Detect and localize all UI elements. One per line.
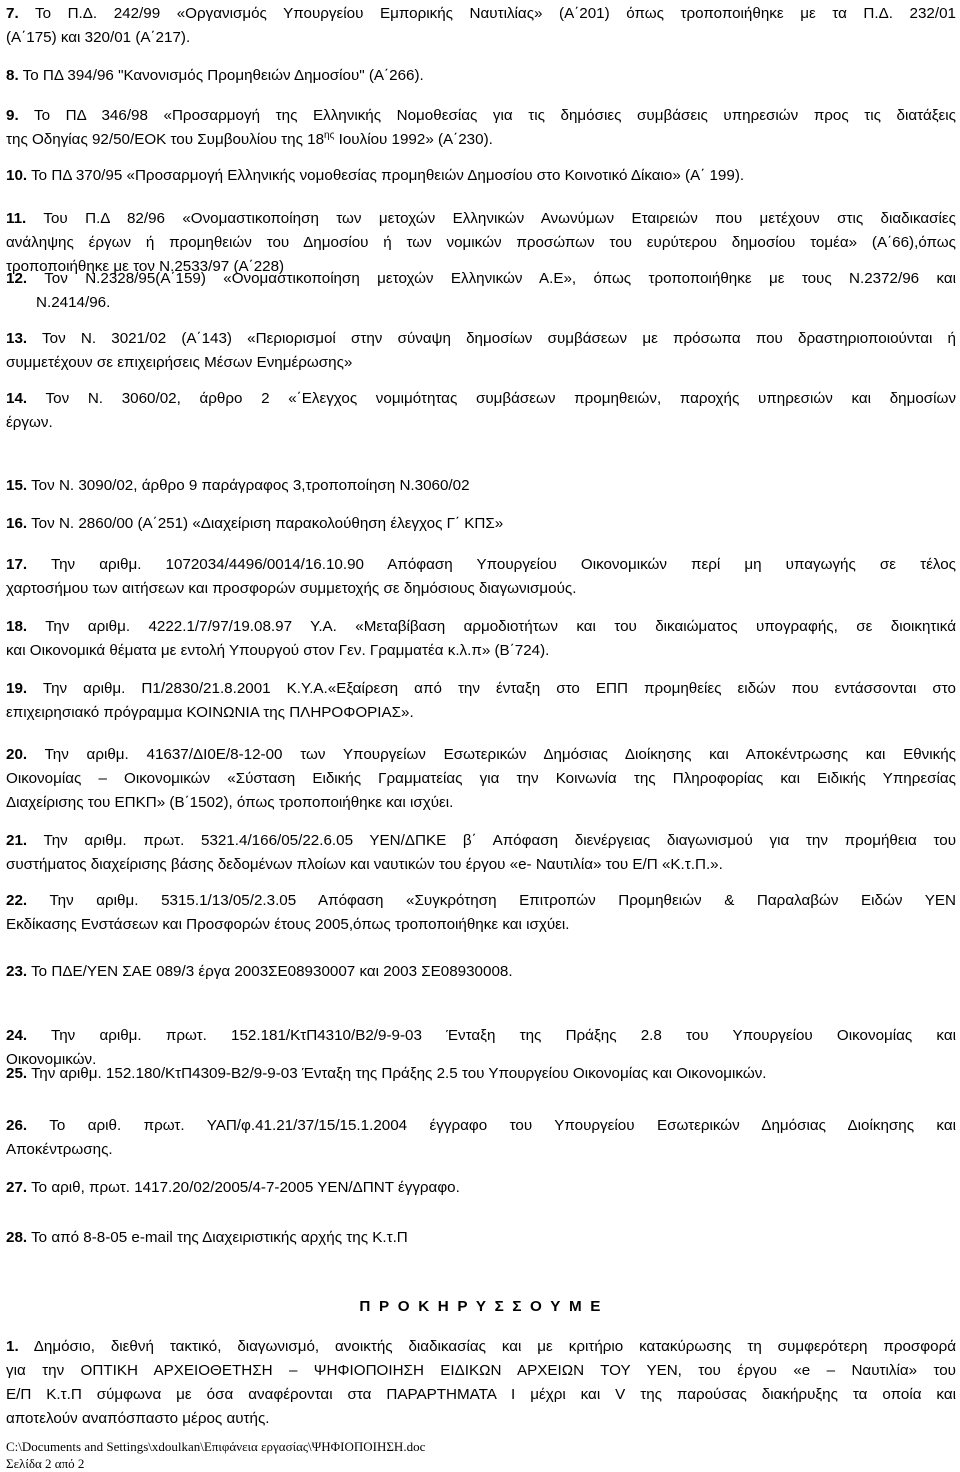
item-number: 27. bbox=[6, 1179, 28, 1196]
item-number: 15. bbox=[6, 477, 28, 494]
item-line bbox=[6, 553, 956, 577]
paragraph-line bbox=[6, 1407, 956, 1431]
item-text: Τον Ν. 3060/02, άρθρο 2 «΄Ελεγχος νομιμότητας συμβάσεων προμηθειών, παροχής υπηρεσιών και δημοσίων bbox=[45, 390, 956, 407]
paragraph-text: Δημόσιο, διεθνή τακτικό, διαγωνισμό, ανοικτής διαδικασίας και με κριτήριο κατακύρωσης τη συμφερότερη προσφορά bbox=[33, 1338, 956, 1355]
item-line bbox=[6, 1114, 956, 1138]
item-line bbox=[6, 1024, 956, 1048]
item-text: Ιουλίου 1992» (Α΄230). bbox=[334, 131, 493, 148]
item-line bbox=[6, 104, 956, 128]
item-text: συστήματος διαχείρισης βάσης δεδομένων πλοίων και ναυτικών του έργου «e- Ναυτιλία» του Ε/Π «Κ.τ.Π.». bbox=[6, 856, 723, 873]
list-item bbox=[6, 553, 956, 601]
item-text: Τον Ν.2328/95(Α΄159) «Ονομαστικοποίηση μετοχών Ελληνικών Α.Ε», όπως τροποποιήθηκε με τους Ν.2372/96 και bbox=[44, 270, 957, 287]
list-item bbox=[6, 64, 956, 88]
item-number: 13. bbox=[6, 330, 28, 347]
item-line bbox=[6, 829, 956, 853]
section-heading: Π Ρ Ο Κ Η Ρ Υ Σ Σ Ο Υ Μ Ε bbox=[359, 1298, 603, 1315]
item-number: 8. bbox=[6, 67, 19, 84]
item-text: Την αριθμ. 1072034/4496/0014/16.10.90 Απόφαση Υπουργείου Οικονομικών περί μη υπαγωγής σε τέλος bbox=[50, 556, 957, 573]
item-text: Το ΠΔΕ/ΥΕΝ ΣΑΕ 089/3 έργα 2003ΣΕ08930007 και 2003 ΣΕ08930008. bbox=[31, 963, 513, 980]
item-line bbox=[6, 1226, 956, 1250]
paragraph-line bbox=[6, 1335, 956, 1359]
item-text: Τον Ν. 3090/02, άρθρο 9 παράγραφος 3,τροποποίηση Ν.3060/02 bbox=[31, 477, 470, 494]
item-text: Το Π.Δ. 242/99 «Οργανισμός Υπουργείου Εμπορικής Ναυτιλίας» (Α΄201) όπως τροποποιήθηκε με τα Π.Δ. 232/01 bbox=[34, 5, 956, 22]
item-line bbox=[6, 231, 956, 255]
footer-path: C:\Documents and Settings\xdoulkan\Επιφάνεια εργασίας\ΨΗΦΙΟΠΟΙΗΣΗ.doc bbox=[6, 1439, 426, 1454]
item-text: Την αριθμ. 41637/ΔΙ0Ε/8-12-00 των Υπουργείων Εσωτερικών Δημόσιας Διοίκησης και Αποκέντρωσης και Εθνικής bbox=[44, 746, 957, 763]
item-text: (Α΄175) και 320/01 (Α΄217). bbox=[6, 29, 191, 46]
item-number: 9. bbox=[6, 107, 19, 124]
list-item bbox=[6, 512, 956, 536]
paragraph-number: 1. bbox=[6, 1338, 19, 1355]
item-line bbox=[6, 387, 956, 411]
item-line bbox=[6, 677, 956, 701]
item-text: Οικονομικών. bbox=[6, 1051, 97, 1068]
item-text: Ν.2414/96. bbox=[36, 294, 111, 311]
item-line bbox=[6, 913, 956, 937]
item-text: Οικονομίας – Οικονομικών «Σύσταση Ειδικής Γραμματείας για την Κοινωνία της Πληροφορίας και Ειδικής Υπηρεσίας bbox=[6, 770, 956, 787]
paragraph-line bbox=[6, 1359, 956, 1383]
item-line bbox=[6, 889, 956, 913]
item-text: Την αριθμ. Π1/2830/21.8.2001 Κ.Υ.Α.«Εξαίρεση από την ένταξη στο ΕΠΠ προμηθείες ειδών που εντάσσονται στο bbox=[42, 680, 956, 697]
item-text: Το αριθ, πρωτ. 1417.20/02/2005/4-7-2005 ΥΕΝ/ΔΠΝΤ έγγραφο. bbox=[31, 1179, 460, 1196]
item-line bbox=[6, 26, 956, 50]
item-text: Το ΠΔ 394/96 "Κανονισμός Προμηθειών Δημοσίου" (Α΄266). bbox=[22, 67, 424, 84]
item-line bbox=[6, 960, 956, 984]
item-line bbox=[6, 639, 956, 663]
item-line bbox=[6, 267, 956, 291]
list-item bbox=[6, 1062, 956, 1086]
item-text: Τον Ν. 3021/02 (Α΄143) «Περιορισμοί στην σύναψη δημοσίων συμβάσεων με πρόσωπα που δραστηριοποιούνται ή bbox=[42, 330, 956, 347]
paragraph-line bbox=[6, 1383, 956, 1407]
item-number: 24. bbox=[6, 1027, 28, 1044]
item-line bbox=[6, 411, 956, 435]
item-text: ανάληψης έργων ή προμηθειών του Δημοσίου ή των νομικών προσώπων του ευρύτερου δημοσίου τομέα» (Α΄66),όπως bbox=[6, 234, 956, 251]
list-item bbox=[6, 1114, 956, 1162]
list-item bbox=[6, 104, 956, 152]
item-line bbox=[6, 207, 956, 231]
list-item bbox=[6, 829, 956, 877]
list-item bbox=[6, 2, 956, 50]
item-text: και Οικονομικά θέματα με εντολή Υπουργού στον Γεν. Γραμματέα κ.λ.π» (Β΄724). bbox=[6, 642, 550, 659]
item-number: 28. bbox=[6, 1229, 28, 1246]
item-line bbox=[6, 767, 956, 791]
list-item bbox=[6, 1226, 956, 1250]
item-line bbox=[6, 512, 956, 536]
item-text: χαρτοσήμου των αιτήσεων και προσφορών συμμετοχής σε δημόσιους διαγωνισμούς. bbox=[6, 580, 577, 597]
item-line bbox=[6, 615, 956, 639]
item-number: 16. bbox=[6, 515, 28, 532]
item-text: Την αριθμ. 4222.1/7/97/19.08.97 Υ.Α. «Μεταβίβαση αρμοδιοτήτων και του δικαιώματος υπογραφής, σε διοικητικά bbox=[45, 618, 956, 635]
list-item bbox=[6, 267, 956, 315]
item-line bbox=[6, 701, 956, 725]
item-number: 12. bbox=[6, 270, 28, 287]
item-text: Την αριθμ. πρωτ. 5321.4/166/05/22.6.05 ΥΕΝ/ΔΠΚΕ β΄ Απόφαση διενέργειας διαγωνισμού για την προμήθεια του bbox=[43, 832, 956, 849]
item-text: έργων. bbox=[6, 414, 53, 431]
item-text: Το ΠΔ 346/98 «Προσαρμογή της Ελληνικής Νομοθεσίας για τις δημόσιες συμβάσεις υπηρεσιών προς τις διατάξεις bbox=[33, 107, 956, 124]
item-line bbox=[6, 791, 956, 815]
item-number: 20. bbox=[6, 746, 28, 763]
item-line bbox=[6, 164, 956, 188]
item-number: 22. bbox=[6, 892, 28, 909]
paragraph-text: αποτελούν αναπόσπαστο μέρος αυτής. bbox=[6, 1410, 270, 1427]
footer-page-number: Σελίδα 2 από 2 bbox=[6, 1456, 85, 1471]
item-number: 21. bbox=[6, 832, 28, 849]
item-line bbox=[6, 1138, 956, 1162]
item-text: Την αριθμ. πρωτ. 152.181/ΚτΠ4310/Β2/9-9-03 Ένταξη της Πράξης 2.8 του Υπουργείου Οικονομίας και bbox=[51, 1027, 956, 1044]
item-number: 10. bbox=[6, 167, 28, 184]
item-text: της Οδηγίας 92/50/ΕΟΚ του Συμβουλίου της 18 bbox=[6, 131, 325, 148]
paragraph-text: Ε/Π Κ.τ.Π σύμφωνα με όσα αναφέρονται στα ΠΑΡΑΡΤΗΜΑΤΑ Ι μέχρι και V της παρούσας διακήρυξης τα οποία και bbox=[6, 1386, 956, 1403]
item-text: τροποποιήθηκε με τον Ν.2533/97 (Α΄228) bbox=[6, 258, 285, 275]
item-number: 26. bbox=[6, 1117, 28, 1134]
item-number: 23. bbox=[6, 963, 28, 980]
list-item bbox=[6, 164, 956, 188]
item-text: Την αριθμ. 5315.1/13/05/2.3.05 Απόφαση «Συγκρότηση Επιτροπών Προμηθειών & Παραλαβών Ειδών ΥΕΝ bbox=[49, 892, 956, 909]
item-number: 17. bbox=[6, 556, 28, 573]
item-text: Του Π.Δ 82/96 «Ονομαστικοποίηση των μετοχών Ελληνικών Ανωνύμων Εταιρειών που μετέχουν στις διαδικασίες bbox=[43, 210, 956, 227]
item-text: Το αριθ. πρωτ. ΥΑΠ/φ.41.21/37/15/15.1.2004 έγγραφο του Υπουργείου Εσωτερικών Δημόσιας Διοίκησης και bbox=[49, 1117, 956, 1134]
item-text: Αποκέντρωσης. bbox=[6, 1141, 113, 1158]
item-number: 11. bbox=[6, 210, 27, 227]
item-number: 19. bbox=[6, 680, 28, 697]
paragraph-1 bbox=[6, 1335, 956, 1431]
list-item bbox=[6, 474, 956, 498]
item-number: 25. bbox=[6, 1065, 28, 1082]
item-line bbox=[6, 291, 956, 315]
list-item bbox=[6, 327, 956, 375]
item-line bbox=[6, 351, 956, 375]
list-item bbox=[6, 677, 956, 725]
item-text: Τον Ν. 2860/00 (Α΄251) «Διαχείριση παρακολούθηση έλεγχος Γ΄ ΚΠΣ» bbox=[31, 515, 504, 532]
item-text: Την αριθμ. 152.180/ΚτΠ4309-Β2/9-9-03 Ένταξη της Πράξης 2.5 του Υπουργείου Οικονομίας και Οικονομικών. bbox=[31, 1065, 767, 1082]
list-item bbox=[6, 1176, 956, 1200]
item-line bbox=[6, 1062, 956, 1086]
item-text: Το από 8-8-05 e-mail της Διαχειριστικής αρχής της Κ.τ.Π bbox=[31, 1229, 408, 1246]
item-number: 18. bbox=[6, 618, 28, 635]
item-line bbox=[6, 853, 956, 877]
list-item bbox=[6, 743, 956, 815]
item-text: Το ΠΔ 370/95 «Προσαρμογή Ελληνικής νομοθεσίας προμηθειών Δημοσίου στο Κοινοτικό Δίκαιο» (Α΄ 199). bbox=[31, 167, 745, 184]
item-line bbox=[6, 2, 956, 26]
item-line bbox=[6, 474, 956, 498]
item-line bbox=[6, 64, 956, 88]
item-line bbox=[6, 743, 956, 767]
list-item bbox=[6, 960, 956, 984]
list-item bbox=[6, 615, 956, 663]
item-superscript: ης bbox=[324, 129, 335, 141]
list-item bbox=[6, 889, 956, 937]
item-text: επιχειρησιακό πρόγραμμα ΚΟΙΝΩΝΙΑ της ΠΛΗΡΟΦΟΡΙΑΣ». bbox=[6, 704, 414, 721]
item-number: 7. bbox=[6, 5, 19, 22]
item-line bbox=[6, 327, 956, 351]
list-item bbox=[6, 387, 956, 435]
paragraph-text: για την ΟΠΤΙΚΗ ΑΡΧΕΙΟΘΕΤΗΣΗ – ΨΗΦΙΟΠΟΙΗΣΗ ΕΙΔΙΚΩΝ ΑΡΧΕΙΩΝ ΤΟΥ ΥΕΝ, του έργου «e – Ναυτιλία» του bbox=[6, 1362, 956, 1379]
item-text: Εκδίκασης Ενστάσεων και Προσφορών έτους 2005,όπως τροποποιήθηκε και ισχύει. bbox=[6, 916, 570, 933]
item-line bbox=[6, 128, 956, 152]
item-line bbox=[6, 1176, 956, 1200]
item-text: συμμετέχουν σε επιχειρήσεις Μέσων Ενημέρωσης» bbox=[6, 354, 353, 371]
item-number: 14. bbox=[6, 390, 28, 407]
item-line bbox=[6, 577, 956, 601]
item-text: Διαχείρισης του ΕΠΚΠ» (Β΄1502), όπως τροποποιήθηκε και ισχύει. bbox=[6, 794, 454, 811]
